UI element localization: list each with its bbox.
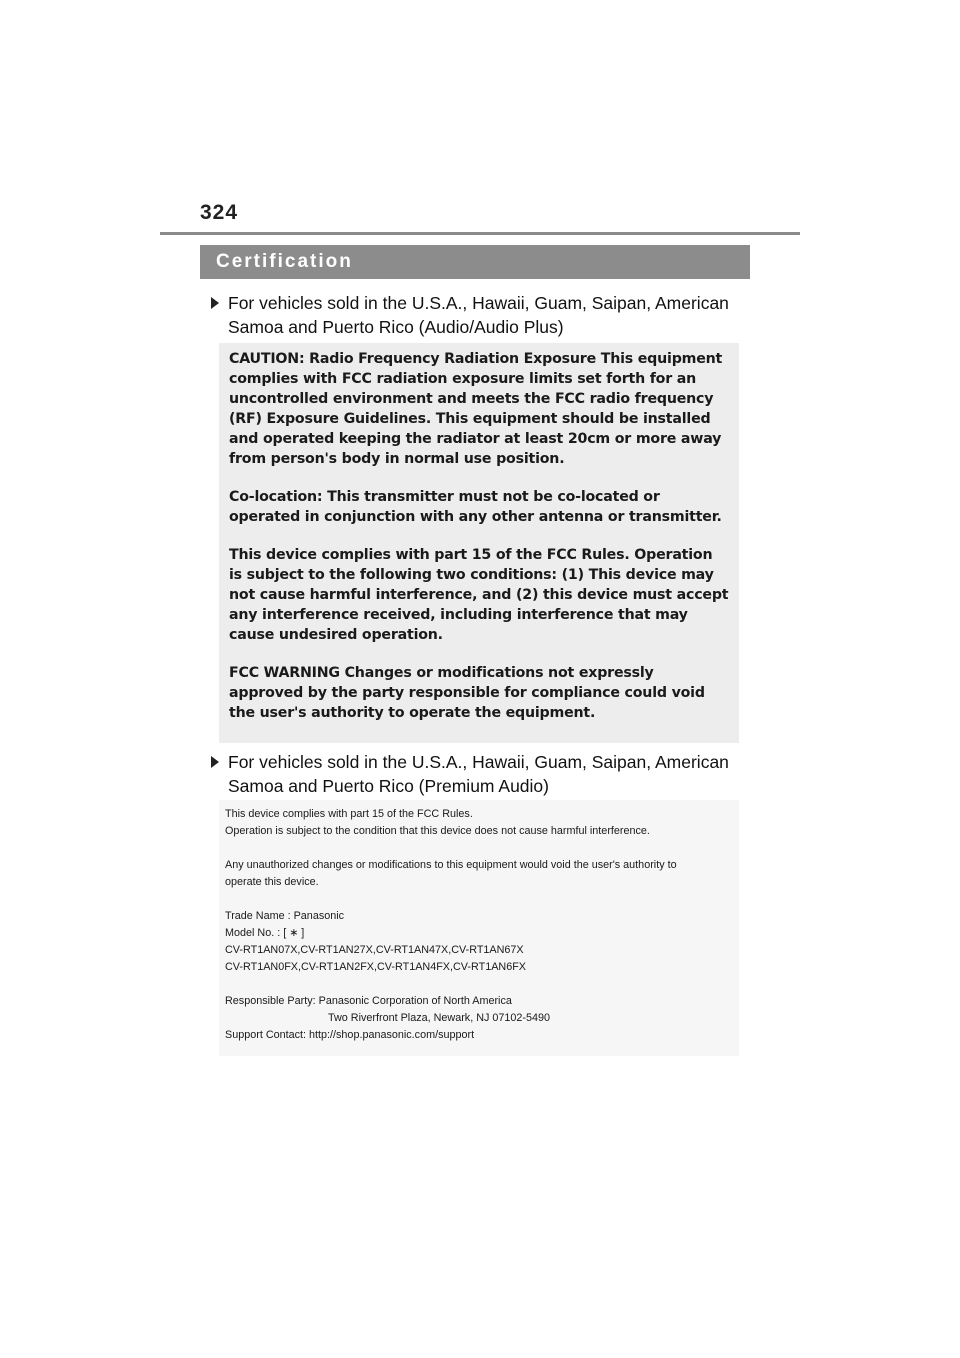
unauthorized-changes-paragraph — [225, 857, 733, 891]
model-number: Model No. : [ ∗ ] — [225, 927, 305, 939]
rf-exposure-paragraph: CAUTION: Radio Frequency Radiation Exposure This equipment complies with FCC radiation exposure limits set forth for an uncontrolled environment and meets the FCC radio frequency (RF) Exposure Guidelines. This equipment should be installed and operated keeping the radiator at least 20cm or more away from person's body in normal use position. — [229, 351, 723, 467]
triangle-bullet-icon — [211, 756, 219, 768]
bullet-text: For vehicles sold in the U.S.A., Hawaii, Guam, Saipan, American Samoa and Puerto Rico (Premium Audio) — [228, 752, 729, 796]
fcc-warning-paragraph: FCC WARNING Changes or modifications not expressly approved by the party responsible for compliance could void the user's authority to operate the equipment. — [229, 665, 705, 721]
co-location-paragraph: Co-location: This transmitter must not be co-located or operated in conjunction with any other antenna or transmitter. — [229, 489, 722, 525]
header-rule — [160, 232, 800, 235]
support-contact: Support Contact: http://shop.panasonic.com/support — [225, 1029, 475, 1041]
section-title-bar — [200, 245, 750, 279]
model-list: CV-RT1AN0FX,CV-RT1AN2FX,CV-RT1AN4FX,CV-RT1AN6FX — [225, 961, 526, 973]
section-title: Certification — [216, 251, 353, 272]
fcc-notice-premium-audio — [219, 800, 739, 1056]
fcc-compliance-line: Operation is subject to the condition that this device does not cause harmful interference. — [225, 825, 650, 837]
changes-line: Any unauthorized changes or modifications to this equipment would void the user's authority to — [225, 859, 677, 871]
fcc-compliance-line: This device complies with part 15 of the FCC Rules. — [225, 808, 473, 820]
fcc-notice-audio — [219, 343, 739, 743]
changes-line: operate this device. — [225, 876, 319, 888]
trade-name: Trade Name : Panasonic — [225, 910, 345, 922]
trade-info-paragraph — [225, 908, 733, 976]
fcc-compliance-paragraph — [225, 806, 733, 840]
contact-paragraph — [225, 993, 733, 1044]
part15-paragraph: This device complies with part 15 of the FCC Rules. Operation is subject to the following two conditions: (1) This device may not cause harmful interference, and (2) this device must accept any interference received, including interference that may cause undesired operation. — [229, 547, 729, 643]
bullet-item-premium-audio — [211, 750, 751, 798]
responsible-party: Responsible Party: Panasonic Corporation of North America — [225, 995, 512, 1007]
bullet-text: For vehicles sold in the U.S.A., Hawaii, Guam, Saipan, American Samoa and Puerto Rico (Audio/Audio Plus) — [228, 293, 729, 337]
triangle-bullet-icon — [211, 297, 219, 309]
address: Two Riverfront Plaza, Newark, NJ 07102-5490 — [328, 1012, 551, 1024]
bullet-item-audio — [211, 291, 751, 339]
model-list: CV-RT1AN07X,CV-RT1AN27X,CV-RT1AN47X,CV-RT1AN67X — [225, 944, 524, 956]
page-number: 324 — [200, 201, 239, 224]
